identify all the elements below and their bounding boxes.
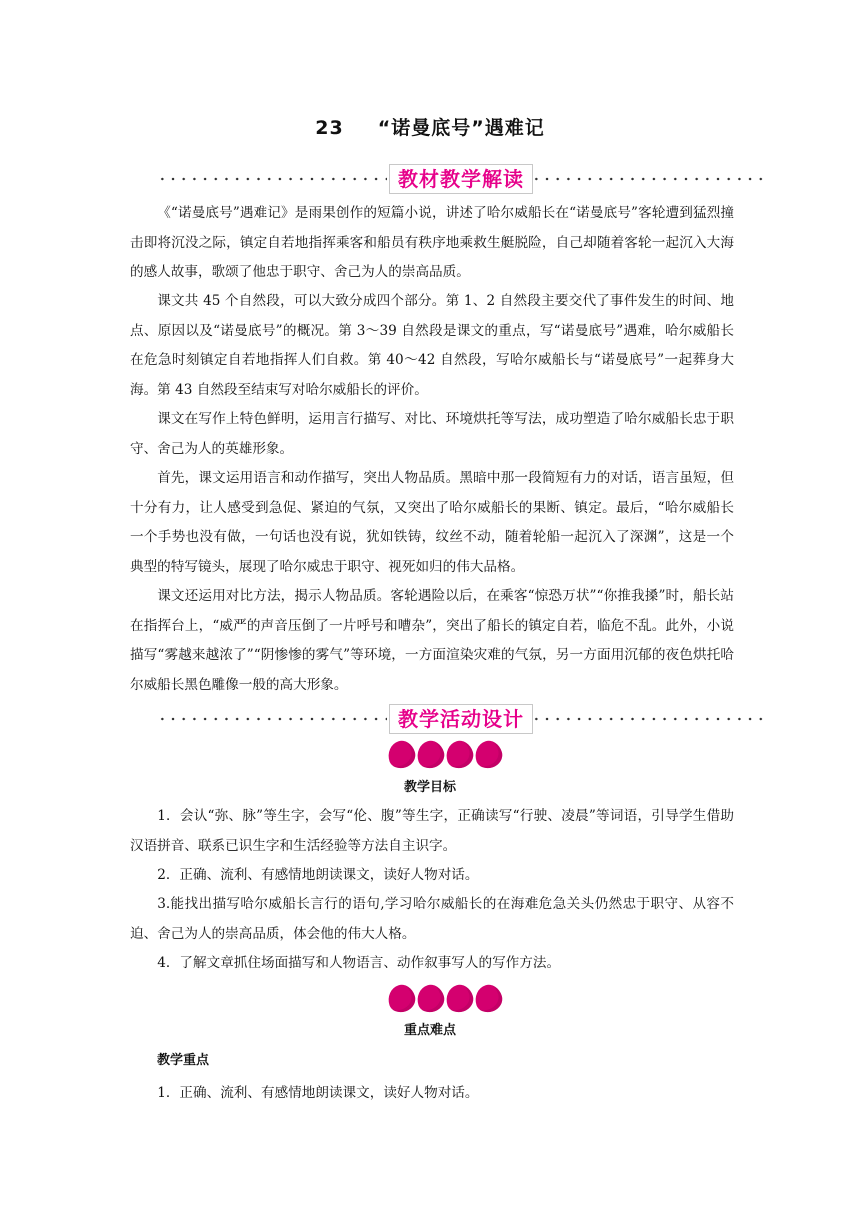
decorative-petals-icon xyxy=(388,739,504,769)
lesson-title-text: “诺曼底号”遇难记 xyxy=(377,117,545,139)
key-difficulties-heading: 重点难点 xyxy=(403,1023,456,1038)
section-divider-activity-design xyxy=(157,704,765,734)
divider-dots-right xyxy=(531,176,765,182)
analysis-paragraph-4: 首先，课文运用语言和动作描写，突出人物品质。黑暗中那一段简短有力的对话，语言虽短，但十分有力，让人感受到急促、紧迫的气氛，又突出了哈尔威船长的果断、镇定。最后，“哈尔威船长一个手势也没有做，一句话也没有说，犹如铁铸，纹丝不动，随着轮船一起沉入了深渊”，这是一个典型的特写镜头，展现了哈尔威忠于职守、视死如归的伟大品格。 xyxy=(130,470,734,575)
analysis-paragraph-2: 课文共 45 个自然段，可以大致分成四个部分。第 1、2 自然段主要交代了事件发生的时间、地点、原因以及“诺曼底号”的概况。第 3～39 自然段是课文的重点，写“诺曼底号”遇难，哈尔威船长在危急时刻镇定自若地指挥人们自救。第 40～42 自然段，写哈尔威船长与“诺曼底号”一起葬身大海。第 43 自然段至结束写对哈尔威船长的评价。 xyxy=(130,293,734,398)
teaching-focus-heading: 教学重点 xyxy=(157,1053,210,1068)
section-label-textbook-analysis: 教材教学解读 xyxy=(389,164,533,194)
lesson-title xyxy=(0,113,860,140)
decorative-petals-icon xyxy=(388,983,504,1013)
petal-icon xyxy=(471,981,505,1015)
divider-dots-right xyxy=(531,716,765,722)
goal-item-4: 4．了解文章抓住场面描写和人物语言、动作叙事写人的写作方法。 xyxy=(157,955,561,971)
petal-icon xyxy=(384,737,418,771)
divider-dots-left xyxy=(157,716,387,722)
analysis-paragraph-3: 课文在写作上特色鲜明，运用言行描写、对比、环境烘托等写法，成功塑造了哈尔威船长忠于职守、舍己为人的英雄形象。 xyxy=(130,411,734,457)
goal-item-3: 3.能找出描写哈尔威船长言行的语句,学习哈尔威船长的在海难危急关头仍然忠于职守、从容不迫、舍己为人的崇高品质，体会他的伟大人格。 xyxy=(130,896,734,942)
lesson-number: 23 xyxy=(315,117,344,139)
goal-item-1: 1．会认“弥、脉”等生字，会写“伦、腹”等生字，正确读写“行驶、凌晨”等词语，引导学生借助汉语拼音、联系已识生字和生活经验等方法自主识字。 xyxy=(130,808,734,854)
petal-icon xyxy=(471,737,505,771)
goal-item-2: 2．正确、流利、有感情地朗读课文，读好人物对话。 xyxy=(157,867,479,883)
goals-heading: 教学目标 xyxy=(403,780,456,795)
petal-icon xyxy=(413,737,447,771)
petal-icon xyxy=(384,981,418,1015)
analysis-paragraph-1: 《“诺曼底号”遇难记》是雨果创作的短篇小说，讲述了哈尔威船长在“诺曼底号”客轮遭到猛烈撞击即将沉没之际，镇定自若地指挥乘客和船员有秩序地乘救生艇脱险，自己却随着客轮一起沉入大海的感人故事，歌颂了他忠于职守、舍己为人的崇高品质。 xyxy=(130,205,734,280)
petal-icon xyxy=(442,981,476,1015)
petal-icon xyxy=(442,737,476,771)
key-point-item-1: 1．正确、流利、有感情地朗读课文，读好人物对话。 xyxy=(157,1085,479,1101)
section-divider-textbook-analysis xyxy=(157,164,765,194)
petal-icon xyxy=(413,981,447,1015)
analysis-paragraph-5: 课文还运用对比方法，揭示人物品质。客轮遇险以后，在乘客“惊恐万状”“你推我搡”时，船长站在指挥台上，“威严的声音压倒了一片呼号和嘈杂”，突出了船长的镇定自若，临危不乱。此外，小说描写“雾越来越浓了”“阴惨惨的雾气”等环境，一方面渲染灾难的气氛，另一方面用沉郁的夜色烘托哈尔威船长黑色雕像一般的高大形象。 xyxy=(130,588,734,693)
section-label-activity-design: 教学活动设计 xyxy=(389,704,533,734)
divider-dots-left xyxy=(157,176,387,182)
